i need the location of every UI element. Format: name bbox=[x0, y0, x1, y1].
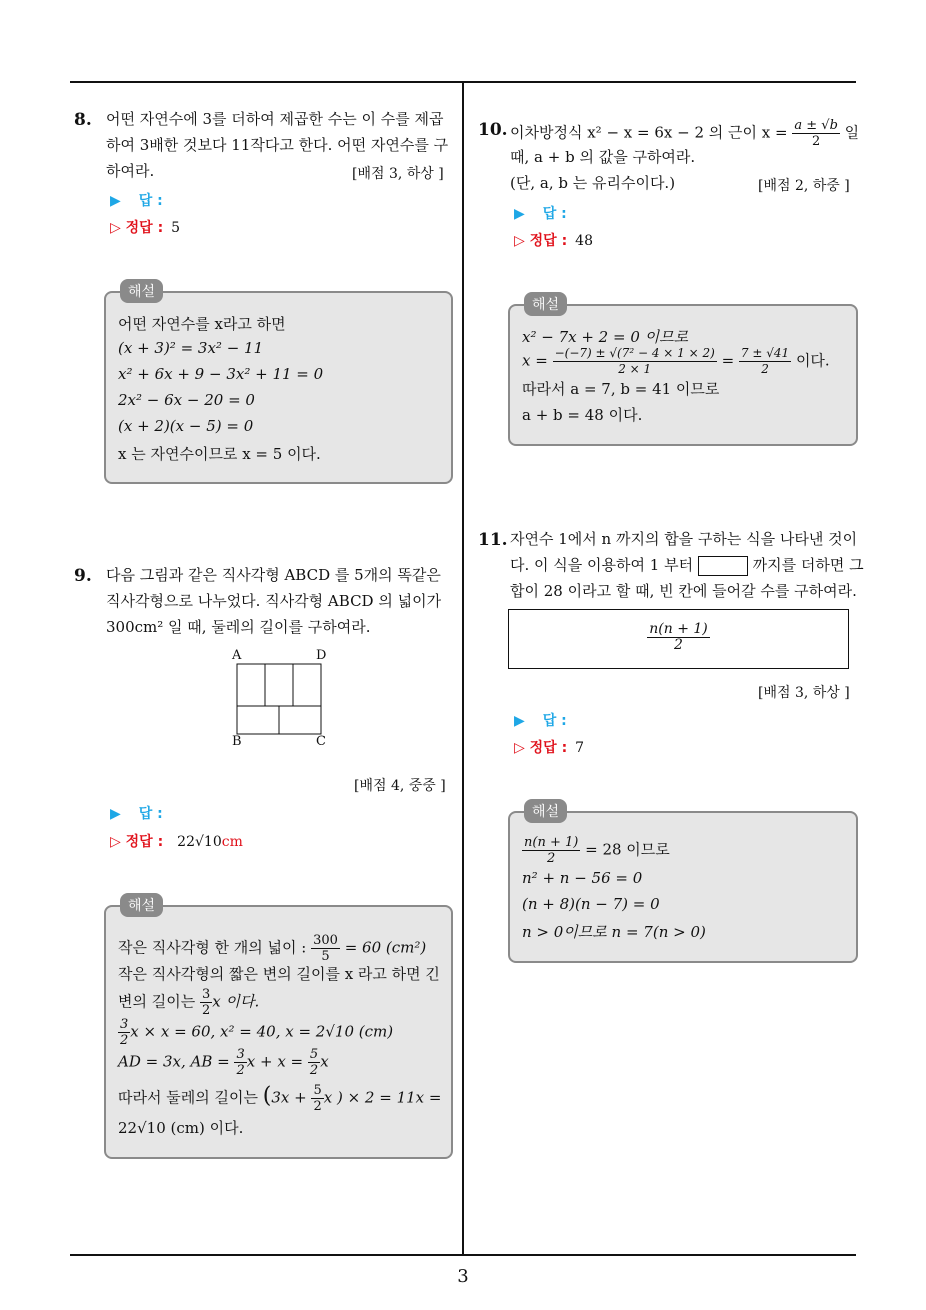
explanation-line: 작은 직사각형 한 개의 넓이 : $\frac{300}{5}$ = 60 (cm²) bbox=[118, 933, 427, 964]
blank-box bbox=[698, 556, 748, 576]
vertex-label-b: B bbox=[232, 734, 242, 749]
formula-denominator: 2 bbox=[674, 637, 683, 653]
correct-answer-row bbox=[514, 230, 593, 250]
problem-text: 다음 그림과 같은 직사각형 ABCD 를 5개의 똑같은 bbox=[106, 566, 441, 584]
problem-number: 10. bbox=[478, 120, 508, 140]
vertex-label-c: C bbox=[316, 734, 326, 749]
problem-number: 8. bbox=[74, 110, 92, 130]
problem-text: 300cm² 일 때, 둘레의 길이를 구하여라. bbox=[106, 618, 371, 636]
explanation-line: 22√10 (cm) 이다. bbox=[118, 1119, 244, 1137]
correct-value: 7 bbox=[575, 740, 585, 756]
explanation-line: $\frac{n(n + 1)}{2}$ = 28 이므로 bbox=[524, 835, 670, 866]
explanation-line: $\frac{3}{2}$ x × x = 60, x² = 40, x = 2√10 (cm) bbox=[120, 1017, 394, 1048]
play-arrow-icon: ▶ bbox=[110, 806, 121, 822]
outline-arrow-icon: ▷ bbox=[110, 220, 126, 236]
problem-text: (단, a, b 는 유리수이다.) bbox=[510, 174, 676, 192]
explanation-line: 변의 길이는 $\frac{3}{2}$ x 이다. bbox=[118, 987, 260, 1018]
answer-label: 답 : bbox=[138, 806, 163, 822]
correct-unit: cm bbox=[221, 834, 243, 850]
outline-arrow-icon: ▷ bbox=[514, 740, 530, 756]
vertex-label-d: D bbox=[316, 648, 327, 663]
problem-text: 합이 28 이라고 할 때, 빈 칸에 들어갈 수를 구하여라. bbox=[510, 582, 857, 600]
explanation-line: (x + 2)(x − 5) = 0 bbox=[118, 417, 254, 435]
correct-value: 48 bbox=[575, 233, 593, 249]
problem-text: 때, a + b 의 값을 구하여라. bbox=[510, 148, 696, 166]
explanation-line: AD = 3x, AB = $\frac{3}{2}$ x + x = $\frac{5}{2}$ x bbox=[118, 1047, 329, 1078]
explanation-line: (n + 8)(n − 7) = 0 bbox=[522, 895, 660, 913]
problem-text: 어떤 자연수에 3를 더하여 제곱한 수는 이 수를 제곱 bbox=[106, 110, 444, 128]
explanation-box bbox=[104, 284, 453, 484]
formula-box bbox=[508, 609, 849, 669]
explanation-line: n² + n − 56 = 0 bbox=[522, 869, 643, 887]
explanation-line: a + b = 48 이다. bbox=[522, 406, 643, 424]
problem-text: 직사각형으로 나누었다. 직사각형 ABCD 의 넓이가 bbox=[106, 592, 442, 610]
explanation-tag: 해설 bbox=[524, 799, 567, 823]
explanation-line: x = $\frac{\text{−(−7) ± √(7² − 4 × 1 × 2)}}{2 \times 1}$ = $\frac{7 \pm √41}{2}$ 이다. bbox=[522, 346, 830, 376]
explanation-line: x² − 7x + 2 = 0 이므로 bbox=[522, 328, 689, 346]
correct-answer-row bbox=[110, 217, 180, 237]
explanation-line: 따라서 둘레의 길이는 (3x + $\frac{5}{2}$ x ) × 2 = 11x = bbox=[118, 1083, 442, 1114]
formula-numerator: n(n + 1) bbox=[649, 621, 708, 637]
explanation-tag: 해설 bbox=[120, 893, 163, 917]
score-label: [배점 2, 하중 ] bbox=[758, 178, 850, 194]
explanation-line: 2x² − 6x − 20 = 0 bbox=[118, 391, 255, 409]
correct-answer-row bbox=[110, 831, 243, 851]
explanation-box bbox=[508, 297, 858, 446]
explanation-line: 어떤 자연수를 x라고 하면 bbox=[118, 315, 286, 333]
explanation-tag: 해설 bbox=[524, 292, 567, 316]
answer-row bbox=[514, 203, 567, 223]
correct-label: 정답 : bbox=[529, 233, 568, 249]
play-arrow-icon: ▶ bbox=[110, 193, 121, 209]
answer-row bbox=[514, 710, 567, 730]
correct-answer-row bbox=[514, 737, 584, 757]
explanation-line: 작은 직사각형의 짧은 변의 길이를 x 라고 하면 긴 bbox=[118, 965, 440, 983]
column-divider bbox=[462, 83, 464, 1256]
explanation-box bbox=[508, 804, 858, 963]
problem-text: 이차방정식 x² − x = 6x − 2 의 근이 x = $\frac{a \pm √b}{2}$ 일 bbox=[510, 118, 860, 149]
problem-text: 자연수 1에서 n 까지의 합을 구하는 식을 나타낸 것이 bbox=[510, 530, 858, 548]
correct-label: 정답 : bbox=[529, 740, 568, 756]
problem-text: 다. 이 식을 이용하여 1 부터 까지를 더하면 그 bbox=[510, 556, 864, 574]
problem-text: 하여라. bbox=[106, 162, 155, 180]
page-number: 3 bbox=[457, 1266, 469, 1287]
explanation-line: x 는 자연수이므로 x = 5 이다. bbox=[118, 445, 321, 463]
play-arrow-icon: ▶ bbox=[514, 206, 525, 222]
score-label: [배점 4, 중중 ] bbox=[354, 778, 446, 794]
score-label: [배점 3, 하상 ] bbox=[352, 166, 444, 182]
bottom-rule bbox=[70, 1254, 856, 1256]
score-label: [배점 3, 하상 ] bbox=[758, 685, 850, 701]
explanation-tag: 해설 bbox=[120, 279, 163, 303]
explanation-box bbox=[104, 898, 453, 1159]
answer-label: 답 : bbox=[542, 713, 567, 729]
problem-number: 11. bbox=[478, 530, 508, 550]
answer-row bbox=[110, 803, 163, 823]
outline-arrow-icon: ▷ bbox=[514, 233, 530, 249]
play-arrow-icon: ▶ bbox=[514, 713, 525, 729]
problem-text: 하여 3배한 것보다 11작다고 한다. 어떤 자연수를 구 bbox=[106, 136, 449, 154]
answer-row bbox=[110, 190, 163, 210]
outline-arrow-icon: ▷ bbox=[110, 834, 126, 850]
explanation-line: x² + 6x + 9 − 3x² + 11 = 0 bbox=[118, 365, 324, 383]
correct-label: 정답 : bbox=[125, 834, 164, 850]
answer-label: 답 : bbox=[542, 206, 567, 222]
vertex-label-a: A bbox=[232, 648, 242, 663]
explanation-line: 따라서 a = 7, b = 41 이므로 bbox=[522, 380, 720, 398]
explanation-line: n > 0이므로 n = 7(n > 0) bbox=[522, 923, 706, 941]
correct-label: 정답 : bbox=[125, 220, 164, 236]
rectangle-figure bbox=[226, 646, 336, 752]
explanation-line: (x + 3)² = 3x² − 11 bbox=[118, 339, 264, 357]
correct-value: 5 bbox=[171, 220, 181, 236]
problem-number: 9. bbox=[74, 566, 92, 586]
answer-label: 답 : bbox=[138, 193, 163, 209]
correct-value: 22√10 bbox=[177, 834, 222, 850]
